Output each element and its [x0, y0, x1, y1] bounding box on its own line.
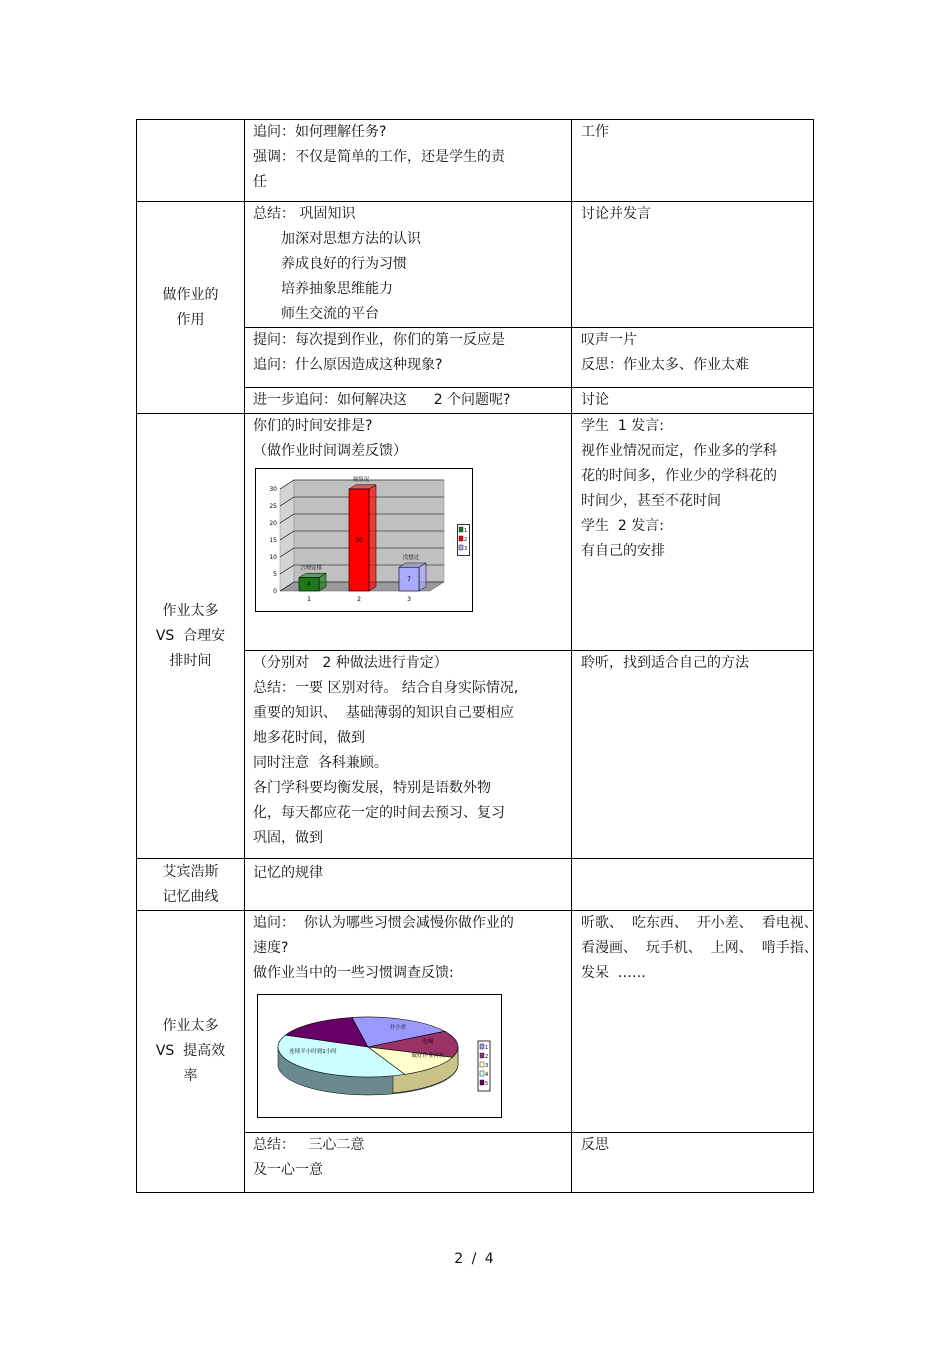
bar-chart-svg [256, 469, 472, 611]
bar-value-label: 30 [355, 537, 363, 544]
text-line: 巩固，做到 [253, 830, 323, 846]
text-line: 提问：每次提到作业，你们的第一反应是 [253, 332, 505, 348]
x-tick-label: 1 [307, 596, 311, 603]
legend-label: 2 [464, 537, 468, 543]
text-line: 进一步追问：如何解决这 2 个问题呢? [253, 392, 511, 408]
student-cell [572, 911, 818, 1133]
category-cell [137, 911, 245, 1193]
text-line: 听歌、 吃东西、 开小差、 看电视、 [581, 915, 818, 931]
text-line: 讨论 [581, 392, 609, 408]
text-line: 追问：什么原因造成这种现象? [253, 357, 443, 373]
pie-legend-swatch [480, 1071, 484, 1076]
text-line: 速度? [253, 940, 289, 956]
teacher-cell [245, 328, 572, 388]
teacher-cell [245, 1133, 572, 1193]
bar-name-label: 合理安排 [299, 565, 323, 572]
teacher-cell [245, 859, 572, 911]
table-row [137, 202, 814, 328]
teacher-cell [245, 120, 572, 202]
teacher-cell [245, 202, 572, 328]
text-line: （做作业时间调差反馈） [253, 443, 407, 459]
legend-swatch [459, 536, 463, 541]
text-line: 花的时间多，作业少的学科花的 [581, 468, 777, 484]
pie-slice-label: 连续半小时到1小时 [289, 1049, 337, 1055]
text-line: 视作业情况而定，作业多的学科 [581, 443, 777, 459]
pie-slice-label: 做好作业再玩 [411, 1053, 445, 1059]
teacher-cell [245, 911, 572, 1133]
y-tick-label: 10 [269, 554, 277, 561]
text-line: 反思：作业太多、作业太难 [581, 357, 749, 373]
category-title: VS 提高效 [155, 1043, 226, 1059]
pie-legend-swatch [480, 1053, 484, 1058]
text-line: 师生交流的平台 [281, 306, 379, 322]
text-line: 时间少，甚至不花时间 [581, 493, 721, 509]
pie-legend-label: 4 [485, 1072, 489, 1078]
text-line: 反思 [581, 1137, 609, 1153]
lesson-plan-table [136, 119, 818, 1193]
table-row [137, 120, 814, 202]
bar-chart [255, 468, 473, 612]
text-line: 加深对思想方法的认识 [281, 231, 421, 247]
bar-value-label: 7 [407, 576, 411, 584]
y-tick-label: 25 [269, 503, 277, 510]
student-cell [572, 651, 814, 859]
text-line: 总结：一要 区别对待。 结合自身实际情况, [253, 680, 519, 696]
text-line: 有自己的安排 [581, 543, 665, 559]
pie-legend-swatch [480, 1080, 484, 1085]
y-tick-label: 30 [269, 486, 277, 493]
student-cell [572, 202, 814, 328]
bar-side [369, 485, 376, 591]
student-cell [572, 388, 814, 414]
bar-chart-legend [457, 524, 471, 556]
text-line: 总结： 三心二意 [253, 1137, 365, 1153]
x-tick-label: 2 [357, 596, 361, 603]
pie-legend-label: 2 [485, 1054, 489, 1060]
text-line: 你们的时间安排是? [253, 418, 373, 434]
text-line: 学生 2 发言: [581, 518, 664, 534]
pie-chart [257, 994, 502, 1118]
text-line: 强调：不仅是简单的工作，还是学生的责 [253, 149, 505, 165]
bar-side [419, 563, 426, 591]
text-line: 做作业当中的一些习惯调查反馈: [253, 965, 454, 981]
category-cell [137, 414, 245, 859]
teacher-cell [245, 388, 572, 414]
y-tick-label: 5 [273, 571, 277, 578]
text-line: 讨论并发言 [581, 206, 651, 222]
text-line: 发呆 …… [581, 965, 646, 981]
text-line: 同时注意 各科兼顾。 [253, 755, 388, 771]
bar-name-label: 视情况 [352, 477, 370, 483]
table-row [137, 414, 814, 651]
pie-legend-label: 1 [485, 1045, 489, 1051]
student-cell [572, 414, 814, 651]
text-line: 工作 [581, 124, 609, 140]
legend-label: 3 [464, 546, 468, 552]
pie-chart-svg [258, 995, 501, 1117]
text-line: 追问：如何理解任务? [253, 124, 387, 140]
category-title: 作用 [176, 311, 205, 328]
legend-swatch [459, 545, 463, 550]
page-number: 2 / 4 [454, 1251, 496, 1267]
text-line: 总结： 巩固知识 [253, 206, 356, 222]
text-line: （分别对 2 种做法进行肯定） [253, 655, 448, 671]
text-line: 任 [253, 174, 267, 190]
text-line: 各门学科要均衡发展，特别是语数外物 [253, 780, 491, 796]
y-tick-label: 20 [269, 520, 277, 527]
x-tick-label: 3 [407, 596, 411, 603]
pie-legend-swatch [480, 1062, 484, 1067]
text-line: 重要的知识、 基础薄弱的知识自己要相应 [253, 705, 514, 721]
category-title: 艾宾浩斯 [162, 863, 219, 880]
text-line: 及一心一意 [253, 1162, 323, 1178]
table-row [137, 911, 814, 1133]
text-line: 地多花时间，做到 [253, 730, 365, 746]
teacher-cell [245, 651, 572, 859]
y-tick-label: 0 [273, 588, 277, 595]
category-title: 作业太多 [162, 1018, 219, 1034]
teacher-cell [245, 414, 572, 651]
category-title: VS 合理安 [155, 627, 226, 644]
category-title: 记忆曲线 [162, 888, 219, 905]
text-line: 养成良好的行为习惯 [281, 256, 407, 272]
category-title: 排时间 [169, 652, 212, 669]
category-cell [137, 120, 245, 202]
category-cell [137, 859, 245, 911]
pie-legend-swatch [480, 1044, 484, 1049]
text-line: 培养抽象思维能力 [281, 281, 393, 297]
student-cell [572, 859, 814, 911]
student-cell [572, 328, 814, 388]
category-cell [137, 202, 245, 414]
pie-slice-label: 吃喝 [422, 1039, 434, 1045]
category-title: 作业太多 [162, 602, 219, 619]
text-line: 聆听，找到适合自己的方法 [581, 655, 749, 671]
y-tick-label: 15 [269, 537, 277, 544]
legend-swatch [459, 527, 463, 532]
pie-legend-label: 5 [485, 1081, 489, 1087]
legend-label: 1 [464, 528, 468, 534]
bar-value-label: 4 [307, 581, 311, 589]
pie-legend-label: 3 [485, 1063, 489, 1069]
text-line: 记忆的规律 [253, 865, 323, 881]
text-line: 看漫画、 玩手机、 上网、 啃手指、 [581, 940, 818, 956]
text-line: 化，每天都应花一定的时间去预习、复习 [253, 805, 505, 821]
category-title: 做作业的 [162, 286, 219, 303]
pie-slice-label: 开小差 [389, 1025, 407, 1031]
student-cell [572, 120, 814, 202]
text-line: 叹声一片 [581, 332, 637, 348]
text-line: 追问： 你认为哪些习惯会减慢你做作业的 [253, 915, 514, 931]
bar-name-label: 没想过 [402, 555, 420, 562]
text-line: 学生 1 发言: [581, 418, 664, 434]
student-cell [572, 1133, 814, 1193]
category-title: 率 [183, 1068, 198, 1084]
table-row [137, 859, 814, 911]
